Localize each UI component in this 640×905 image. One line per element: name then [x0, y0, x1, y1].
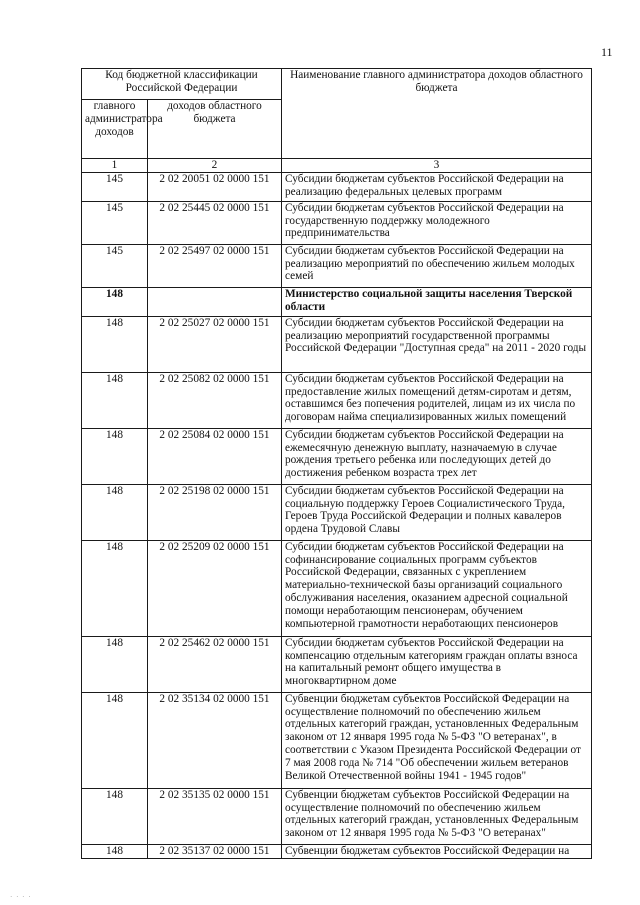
income-name-cell: Субсидии бюджетам субъектов Российской Федерации на компенсацию отдельным категориям граждан оплаты взноса на капитальный ремонт общего имущества в многоквартирном доме	[282, 636, 592, 692]
admin-code-cell: 148	[82, 692, 148, 788]
income-code-cell: 2 02 25198 02 0000 151	[148, 484, 282, 540]
income-name-cell: Субвенции бюджетам субъектов Российской Федерации на	[282, 844, 592, 858]
page-number: 11	[601, 45, 613, 59]
table-row	[82, 428, 592, 484]
scan-artifact: · · · ·	[10, 893, 32, 901]
income-name-cell: Субвенции бюджетам субъектов Российской Федерации на осуществление полномочий по обеспечению жильем отдельных категорий граждан, установленных Федеральным законом от 12 января 1995 года № 5-ФЗ "О ветеранах", в соответствии с Указом Президента Российской Федерации от 7 мая 2008 года № 714 "Об обеспечении жильем ветеранов Великой Отечественной войны 1941 - 1945 годов"	[282, 692, 592, 788]
admin-code-cell: 145	[82, 244, 148, 287]
income-code-cell: 2 02 25082 02 0000 151	[148, 372, 282, 428]
header-col-number: 3	[282, 159, 592, 173]
income-name-cell: Субвенции бюджетам субъектов Российской Федерации на осуществление полномочий по обеспечению жильем отдельных категорий граждан, установленных Федеральным законом от 12 января 1995 года № 5-ФЗ "О ветеранах"	[282, 788, 592, 844]
admin-code-cell: 148	[82, 316, 148, 372]
table-row	[82, 844, 592, 858]
table-body	[82, 172, 592, 858]
admin-code-cell: 148	[82, 287, 148, 316]
header-col-number: 1	[82, 159, 148, 173]
admin-code-cell: 148	[82, 484, 148, 540]
admin-code-cell: 148	[82, 372, 148, 428]
table-row	[82, 172, 592, 201]
income-code-cell: 2 02 25445 02 0000 151	[148, 201, 282, 244]
income-code-cell: 2 02 25497 02 0000 151	[148, 244, 282, 287]
admin-code-cell: 145	[82, 201, 148, 244]
income-name-cell: Субсидии бюджетам субъектов Российской Федерации на реализацию мероприятий по обеспечению жильем молодых семей	[282, 244, 592, 287]
income-code-cell: 2 02 20051 02 0000 151	[148, 172, 282, 201]
table-row	[82, 484, 592, 540]
income-code-cell: 2 02 35135 02 0000 151	[148, 788, 282, 844]
table-row	[82, 636, 592, 692]
income-code-cell	[148, 287, 282, 316]
income-name-cell: Субсидии бюджетам субъектов Российской Федерации на ежемесячную денежную выплату, назначаемую в случае рождения третьего ребенка или последующих детей до достижения ребенком возраста трех лет	[282, 428, 592, 484]
table-row	[82, 692, 592, 788]
income-code-cell: 2 02 35134 02 0000 151	[148, 692, 282, 788]
header-budget-code: Код бюджетной классификации Российской Федерации	[82, 69, 282, 100]
header-income-code: доходов областного бюджета	[148, 100, 282, 159]
header-name: Наименование главного администратора доходов областного бюджета	[282, 69, 592, 159]
table-row	[82, 372, 592, 428]
income-code-cell: 2 02 25209 02 0000 151	[148, 540, 282, 636]
admin-code-cell: 148	[82, 428, 148, 484]
income-name-cell: Субсидии бюджетам субъектов Российской Федерации на социальную поддержку Героев Социалистического Труда, Героев Труда Российской Федерации и полных кавалеров ордена Трудовой Славы	[282, 484, 592, 540]
admin-code-cell: 145	[82, 172, 148, 201]
table-row	[82, 244, 592, 287]
income-name-cell: Субсидии бюджетам субъектов Российской Федерации на софинансирование социальных программ субъектов Российской Федерации, связанных с укреплением материально-технической базы организаций социального обслуживания населения, оказанием адресной социальной помощи неработающим пенсионерам, обучением компьютерной грамотности неработающих пенсионеров	[282, 540, 592, 636]
table-row	[82, 316, 592, 372]
table-row	[82, 201, 592, 244]
header-col-number: 2	[148, 159, 282, 173]
budget-classification-table	[81, 68, 592, 859]
income-name-cell: Субсидии бюджетам субъектов Российской Федерации на реализацию федеральных целевых программ	[282, 172, 592, 201]
income-code-cell: 2 02 25027 02 0000 151	[148, 316, 282, 372]
admin-code-cell: 148	[82, 636, 148, 692]
table-row	[82, 540, 592, 636]
income-code-cell: 2 02 35137 02 0000 151	[148, 844, 282, 858]
income-name-cell: Министерство социальной защиты населения Тверской области	[282, 287, 592, 316]
income-code-cell: 2 02 25084 02 0000 151	[148, 428, 282, 484]
admin-code-cell: 148	[82, 788, 148, 844]
table-row	[82, 788, 592, 844]
income-name-cell: Субсидии бюджетам субъектов Российской Федерации на государственную поддержку молодежного предпринимательства	[282, 201, 592, 244]
admin-code-cell: 148	[82, 844, 148, 858]
income-code-cell: 2 02 25462 02 0000 151	[148, 636, 282, 692]
income-name-cell: Субсидии бюджетам субъектов Российской Федерации на реализацию мероприятий государственной программы Российской Федерации "Доступная среда" на 2011 - 2020 годы	[282, 316, 592, 372]
admin-code-cell: 148	[82, 540, 148, 636]
table-row	[82, 287, 592, 316]
header-admin-code: главного администратора доходов	[82, 100, 148, 159]
income-name-cell: Субсидии бюджетам субъектов Российской Федерации на предоставление жилых помещений детям-сиротам и детям, оставшимся без попечения родителей, лицам из их числа по договорам найма специализированных жилых помещений	[282, 372, 592, 428]
